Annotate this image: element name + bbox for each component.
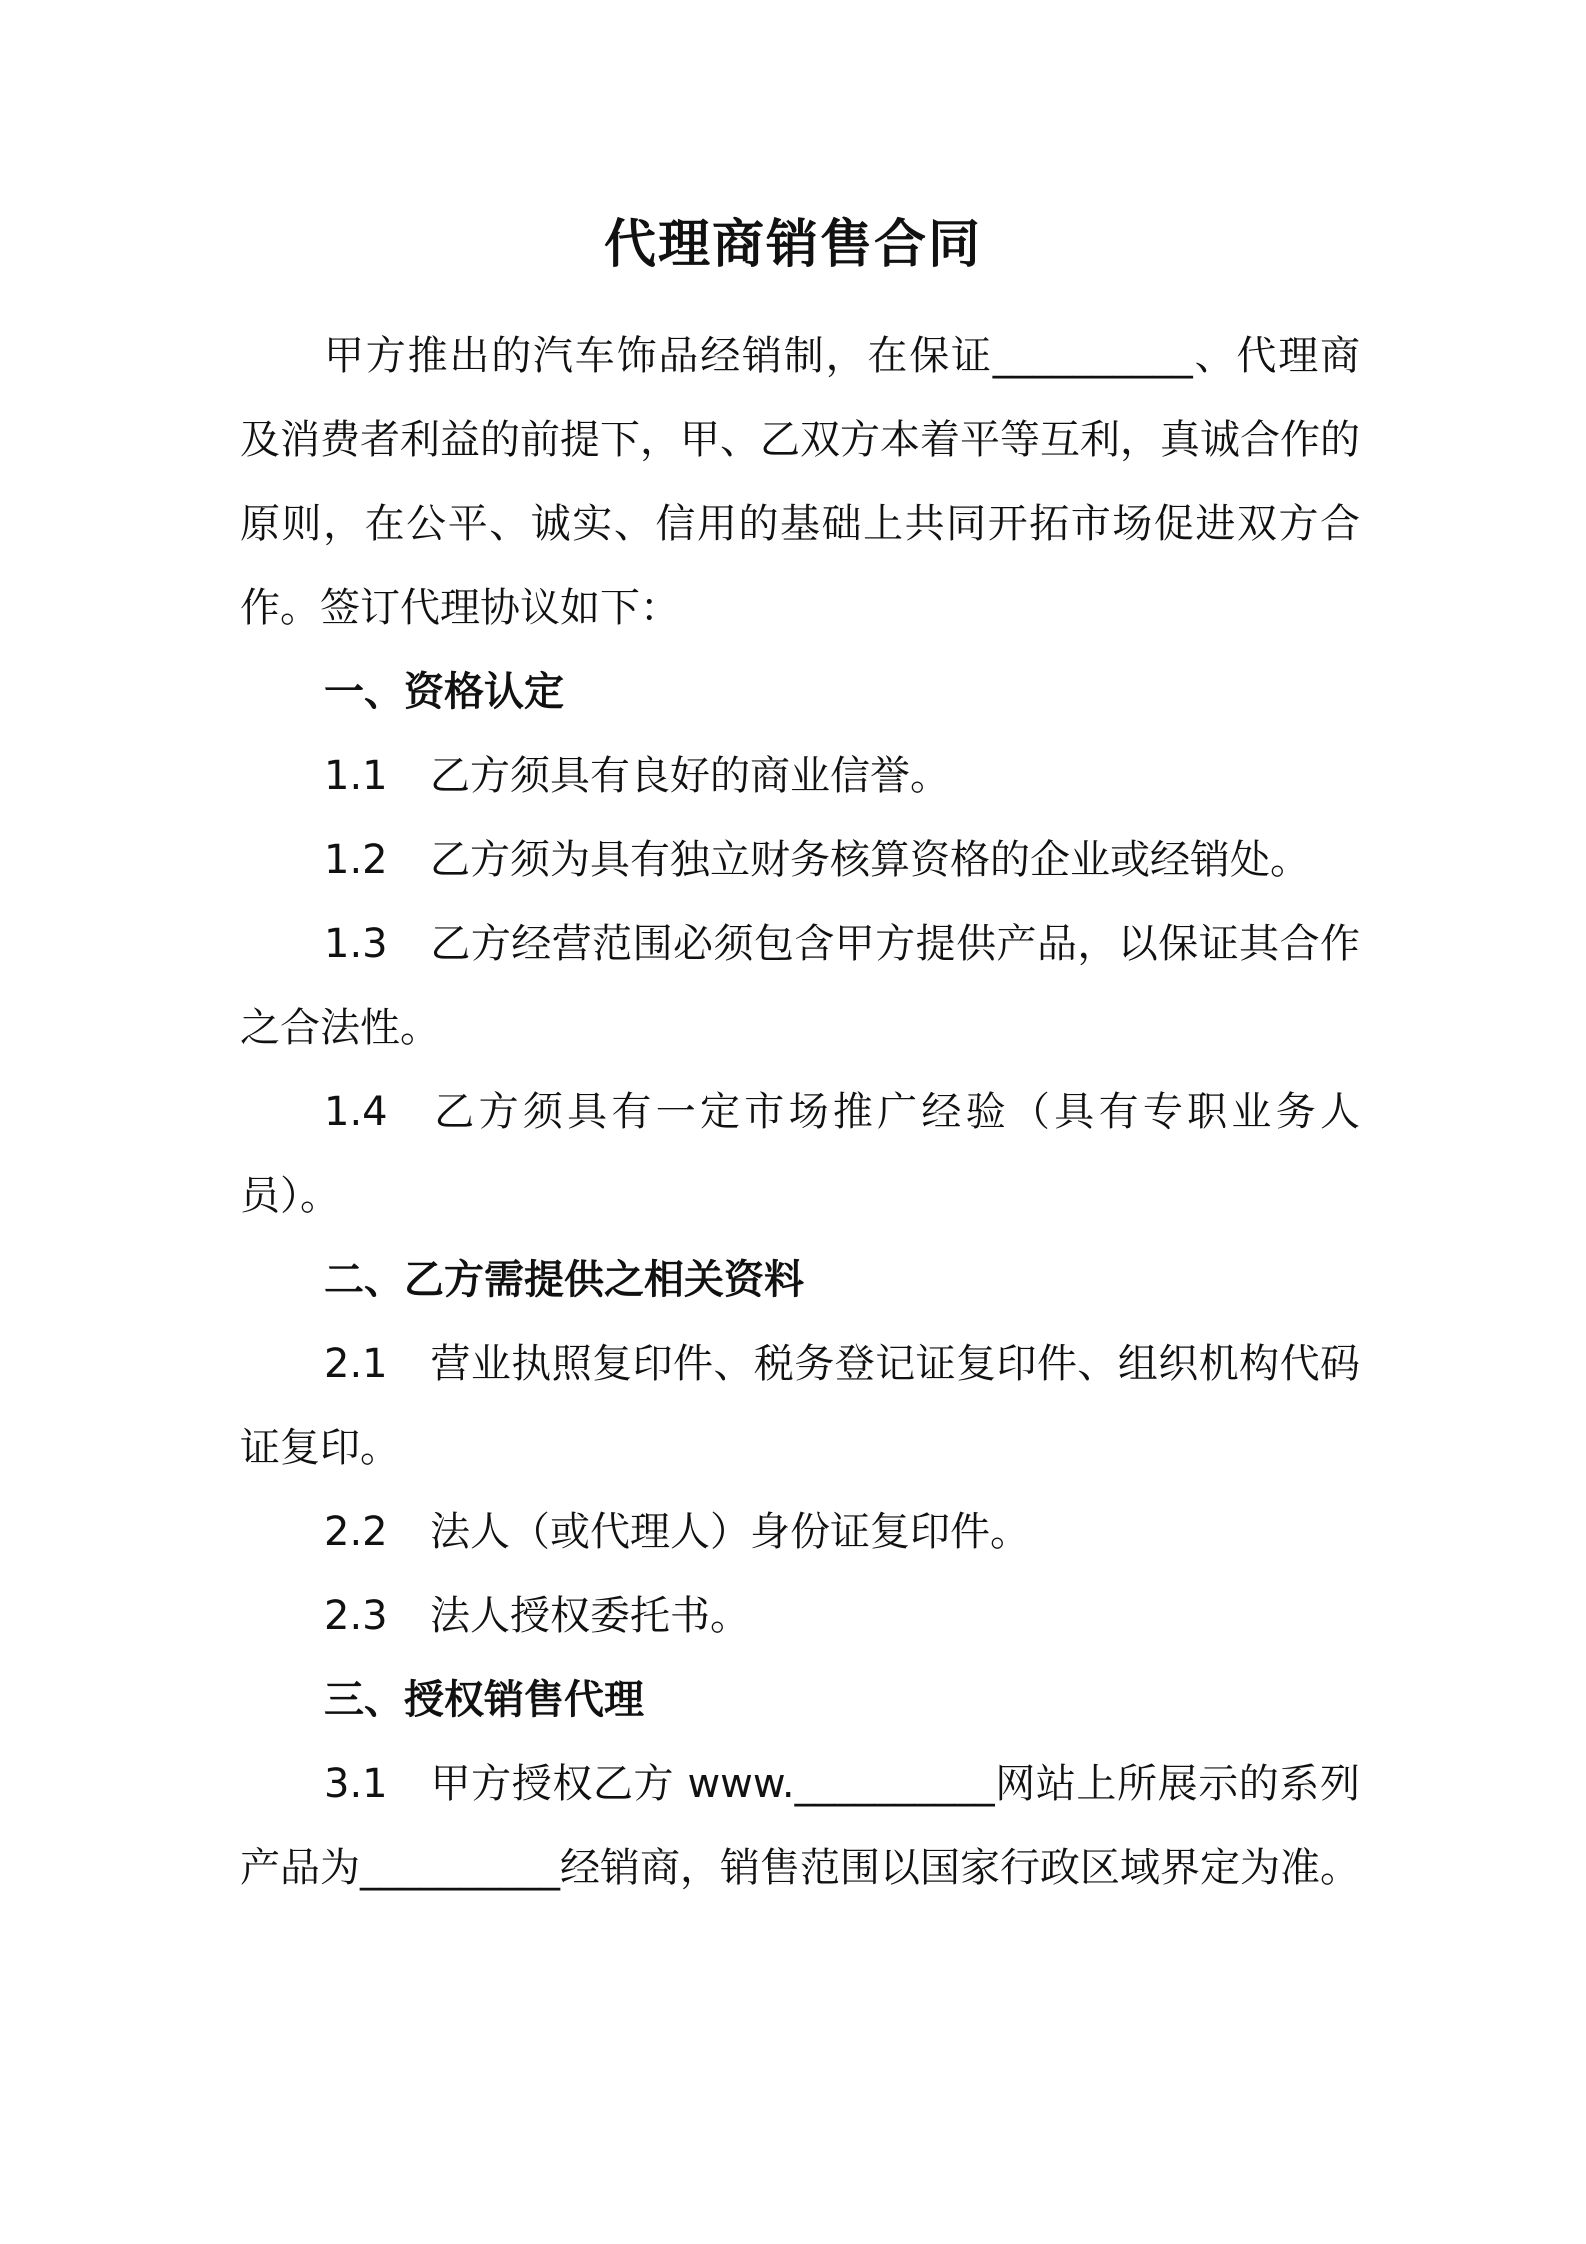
section-heading-authorization: 三、授权销售代理 <box>324 1677 644 1723</box>
clause-text: 乙方须具有一定市场推广经验（具有专职业务人员）。 <box>240 1089 1360 1219</box>
clause-2-2 <box>240 1490 1360 1574</box>
clause-text: 乙方须为具有独立财务核算资格的企业或经销处。 <box>430 837 1310 883</box>
clause-text: 营业执照复印件、税务登记证复印件、组织机构代码证复印。 <box>240 1341 1360 1471</box>
clause-1-4 <box>240 1070 1360 1238</box>
clause-2-1 <box>240 1322 1360 1490</box>
intro-paragraph: 甲方推出的汽车饰品经销制，在保证__________、代理商及消费者利益的前提下，甲、乙双方本着平等互利，真诚合作的原则，在公平、诚实、信用的基础上共同开拓市场促进双方合作。签订代理协议如下： <box>240 333 1360 631</box>
section-heading-materials: 二、乙方需提供之相关资料 <box>324 1257 804 1303</box>
clause-text: 乙方须具有良好的商业信誉。 <box>430 753 950 799</box>
section-heading-qualification: 一、资格认定 <box>324 669 564 715</box>
clause-1-3 <box>240 902 1360 1070</box>
clause-2-3 <box>240 1574 1360 1658</box>
clause-3-1 <box>240 1742 1360 1910</box>
clause-number: 1.3 <box>324 921 388 967</box>
clause-number: 1.2 <box>324 837 388 883</box>
clause-1-2 <box>240 818 1360 902</box>
document-title: 代理商销售合同 <box>603 215 982 275</box>
clause-text: 乙方经营范围必须包含甲方提供产品，以保证其合作之合法性。 <box>240 921 1360 1051</box>
clause-number: 1.1 <box>324 753 388 799</box>
clause-text: 法人（或代理人）身份证复印件。 <box>430 1509 1030 1555</box>
document-body <box>240 314 1360 1910</box>
clause-1-1 <box>240 734 1360 818</box>
clause-number: 2.2 <box>324 1509 388 1555</box>
clause-number: 1.4 <box>324 1089 388 1135</box>
clause-text: 法人授权委托书。 <box>430 1593 750 1639</box>
clause-text: 甲方授权乙方 www.__________网站上所展示的系列产品为__________经销商，销售范围以国家行政区域界定为准。 <box>240 1761 1360 1891</box>
clause-number: 3.1 <box>324 1761 388 1807</box>
clause-number: 2.3 <box>324 1593 388 1639</box>
clause-number: 2.1 <box>324 1341 388 1387</box>
